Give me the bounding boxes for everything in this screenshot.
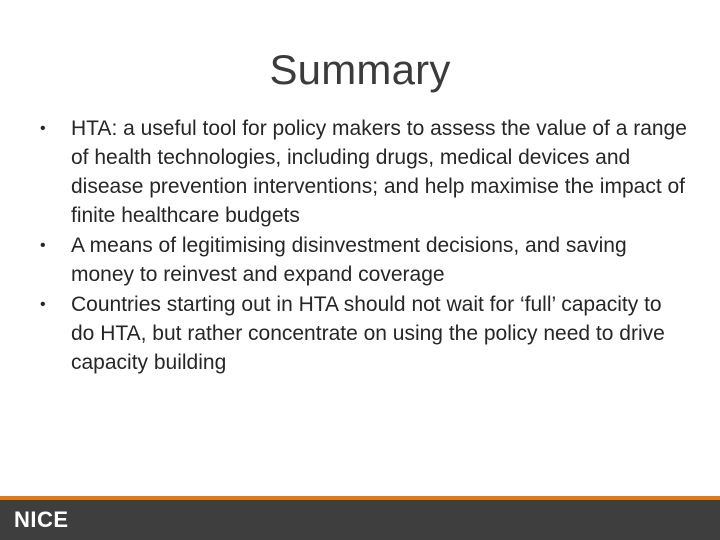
- bullet-dot-icon: •: [40, 237, 46, 254]
- bullet-dot-icon: •: [40, 120, 46, 137]
- bullet-text: HTA: a useful tool for policy makers to assess the value of a range of health technologies, including drugs, medical devices and disease prevention interventions; and help maximise the impact of finite healthcare budgets: [71, 117, 687, 227]
- bullet-item: [40, 114, 690, 230]
- bullet-item: [40, 231, 690, 289]
- bullet-item: [40, 290, 690, 377]
- bullet-text: A means of legitimising disinvestment decisions, and saving money to reinvest and expand coverage: [71, 234, 627, 286]
- footer-bar: [0, 500, 720, 540]
- bullet-list: [40, 114, 690, 378]
- bullet-dot-icon: •: [40, 296, 46, 313]
- nice-logo: NICE: [14, 507, 69, 532]
- bullet-text: Countries starting out in HTA should not wait for ‘full’ capacity to do HTA, but rather concentrate on using the policy need to drive capacity building: [71, 293, 665, 374]
- slide-title: Summary: [269, 46, 451, 93]
